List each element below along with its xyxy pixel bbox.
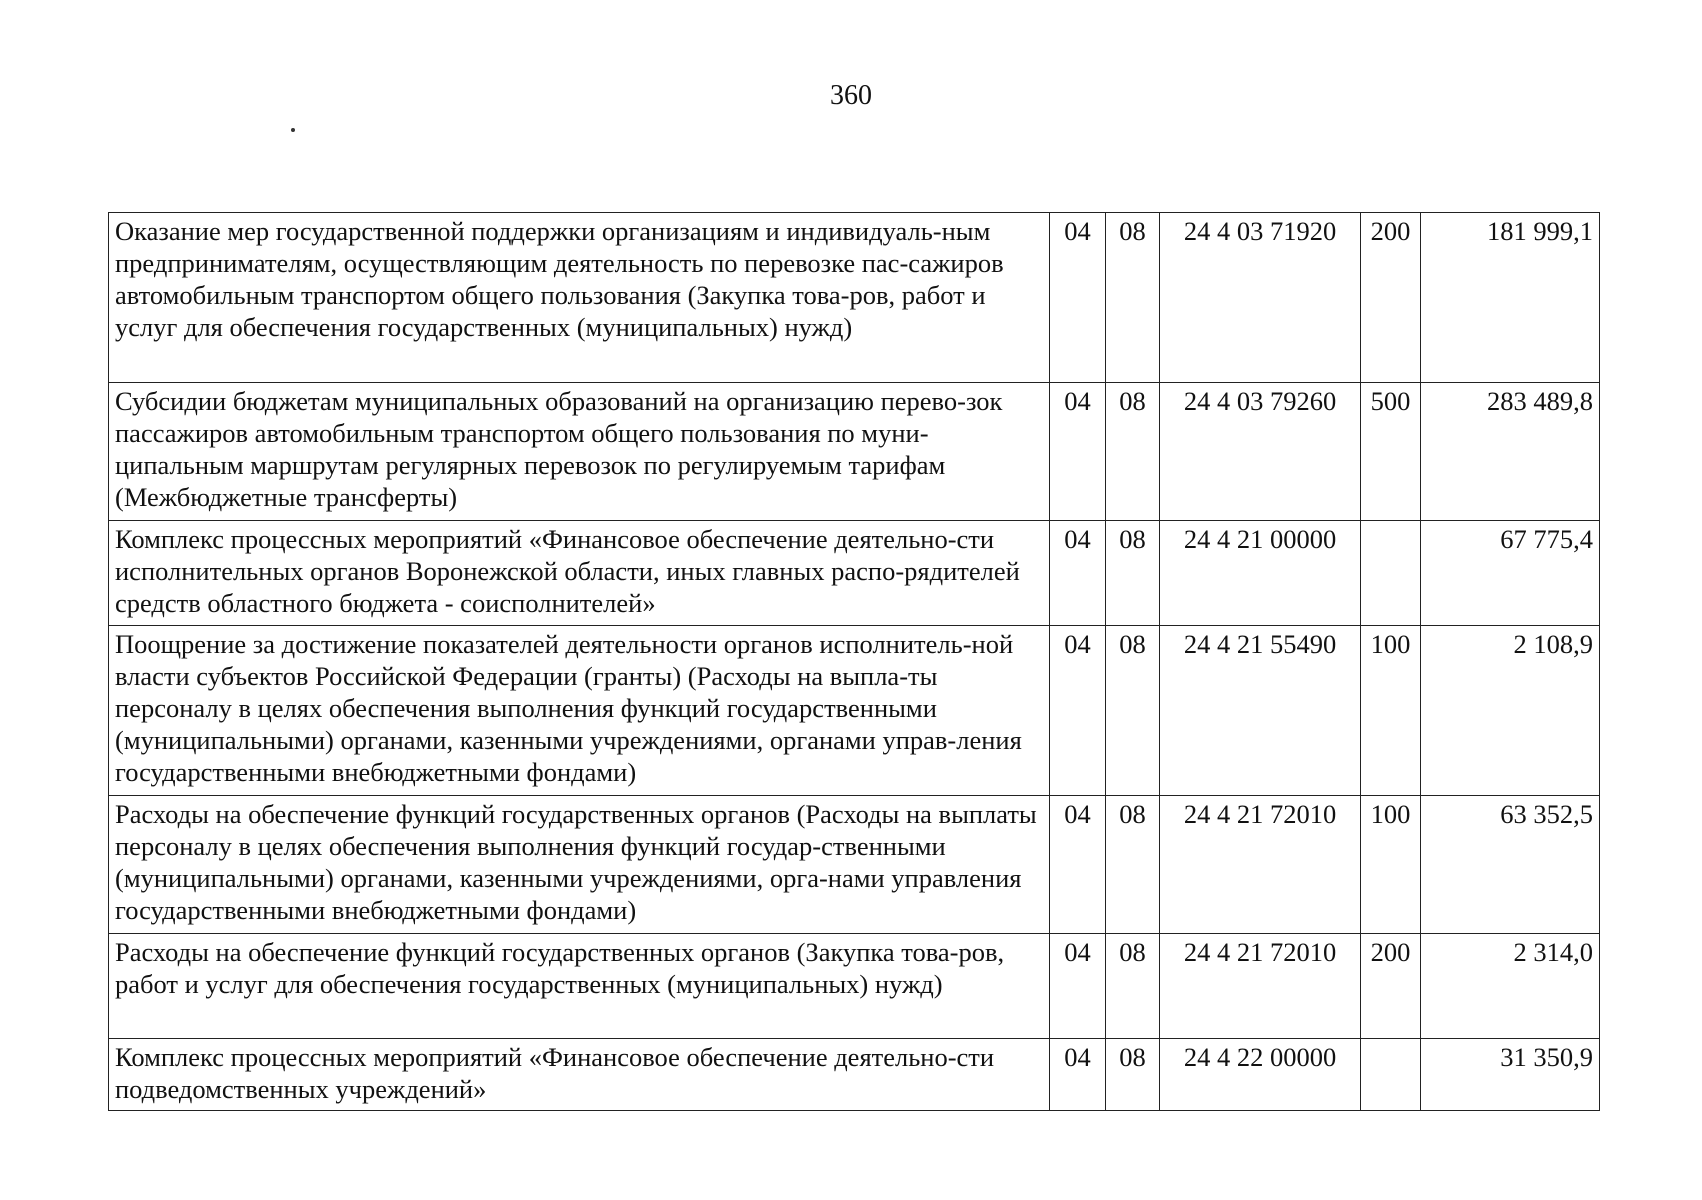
row-subsection-code: 08 xyxy=(1106,626,1160,796)
table-row xyxy=(109,796,1600,934)
row-section-code: 04 xyxy=(1050,1039,1106,1111)
row-amount: 283 489,8 xyxy=(1421,383,1600,521)
row-description: Расходы на обеспечение функций государственных органов (Расходы на выплаты персоналу в целях обеспечения выполнения функций государ-ственными (муниципальными) органами, казенными учреждениями, орга-нами управления государственными внебюджетными фондами) xyxy=(109,796,1050,934)
row-amount: 2 108,9 xyxy=(1421,626,1600,796)
row-amount: 67 775,4 xyxy=(1421,521,1600,626)
row-description: Субсидии бюджетам муниципальных образований на организацию перево-зок пассажиров автомобильным транспортом общего пользования по муни-ципальным маршрутам регулярных перевозок по регулируемым тарифам (Межбюджетные трансферты) xyxy=(109,383,1050,521)
row-subsection-code: 08 xyxy=(1106,213,1160,383)
row-expense-type xyxy=(1361,521,1421,626)
row-amount: 63 352,5 xyxy=(1421,796,1600,934)
row-amount: 181 999,1 xyxy=(1421,213,1600,383)
row-section-code: 04 xyxy=(1050,521,1106,626)
row-expense-type: 500 xyxy=(1361,383,1421,521)
row-target-article: 24 4 03 71920 xyxy=(1160,213,1361,383)
table-row xyxy=(109,626,1600,796)
row-expense-type xyxy=(1361,1039,1421,1111)
row-subsection-code: 08 xyxy=(1106,1039,1160,1111)
row-target-article: 24 4 22 00000 xyxy=(1160,1039,1361,1111)
row-subsection-code: 08 xyxy=(1106,934,1160,1039)
budget-table xyxy=(108,212,1600,1111)
row-amount: 31 350,9 xyxy=(1421,1039,1600,1111)
row-description: Поощрение за достижение показателей деятельности органов исполнитель-ной власти субъектов Российской Федерации (гранты) (Расходы на выпла-ты персоналу в целях обеспечения выполнения функций государственными (муниципальными) органами, казенными учреждениями, органами управ-ления государственными внебюджетными фондами) xyxy=(109,626,1050,796)
row-target-article: 24 4 03 79260 xyxy=(1160,383,1361,521)
row-section-code: 04 xyxy=(1050,213,1106,383)
row-target-article: 24 4 21 72010 xyxy=(1160,934,1361,1039)
row-target-article: 24 4 21 55490 xyxy=(1160,626,1361,796)
table-row xyxy=(109,521,1600,626)
row-expense-type: 200 xyxy=(1361,213,1421,383)
row-expense-type: 100 xyxy=(1361,796,1421,934)
row-section-code: 04 xyxy=(1050,934,1106,1039)
row-description: Комплекс процессных мероприятий «Финансовое обеспечение деятельно-сти подведомственных учреждений» xyxy=(109,1039,1050,1111)
table-row xyxy=(109,1039,1600,1111)
row-subsection-code: 08 xyxy=(1106,383,1160,521)
row-description: Расходы на обеспечение функций государственных органов (Закупка това-ров, работ и услуг для обеспечения государственных (муниципальных) нужд) xyxy=(109,934,1050,1039)
row-section-code: 04 xyxy=(1050,383,1106,521)
row-expense-type: 200 xyxy=(1361,934,1421,1039)
row-section-code: 04 xyxy=(1050,796,1106,934)
row-target-article: 24 4 21 72010 xyxy=(1160,796,1361,934)
row-description: Оказание мер государственной поддержки организациям и индивидуаль-ным предпринимателям, осуществляющим деятельность по перевозке пас-сажиров автомобильным транспортом общего пользования (Закупка това-ров, работ и услуг для обеспечения государственных (муниципальных) нужд) xyxy=(109,213,1050,383)
row-expense-type: 100 xyxy=(1361,626,1421,796)
row-amount: 2 314,0 xyxy=(1421,934,1600,1039)
row-description: Комплекс процессных мероприятий «Финансовое обеспечение деятельно-сти исполнительных органов Воронежской области, иных главных распо-рядителей средств областного бюджета - соисполнителей» xyxy=(109,521,1050,626)
row-subsection-code: 08 xyxy=(1106,796,1160,934)
table-row xyxy=(109,383,1600,521)
row-target-article: 24 4 21 00000 xyxy=(1160,521,1361,626)
row-section-code: 04 xyxy=(1050,626,1106,796)
table-row xyxy=(109,934,1600,1039)
scan-speck xyxy=(291,128,295,132)
page-number: 360 xyxy=(830,80,872,111)
table-row xyxy=(109,213,1600,383)
row-subsection-code: 08 xyxy=(1106,521,1160,626)
